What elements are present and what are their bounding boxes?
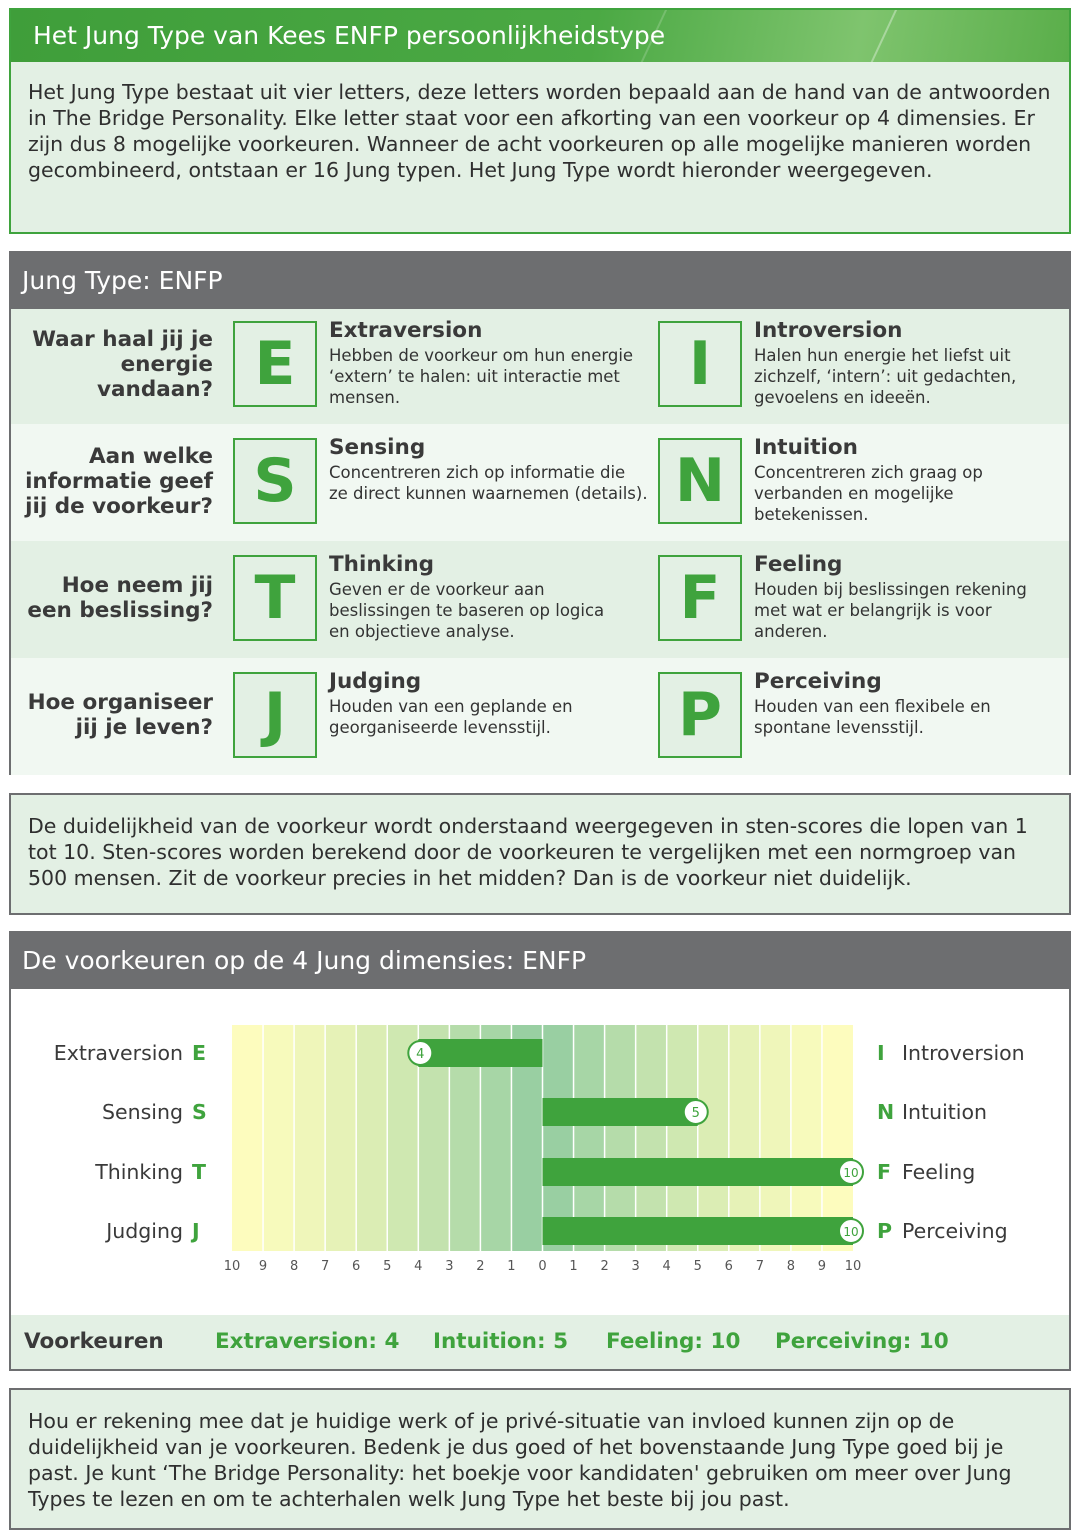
dimension-question: Hoe organiseer jij je leven? xyxy=(27,690,213,740)
preference-title: Perceiving xyxy=(754,669,882,694)
scale-band xyxy=(294,1025,325,1251)
x-tick-label: 10 xyxy=(223,1259,241,1274)
dimension-left-label: Judging xyxy=(106,1219,183,1243)
intro-text: Het Jung Type bestaat uit vier letters, deze letters worden bepaald aan de hand van de antwoorden in The Bridge Personality. Elke letter staat voor een afkorting van een voorkeur op 4 dimensies. Er zijn dus 8 mogelijke voorkeuren. Wanneer de acht voorkeuren op alle mogelijke manieren worden gecombineerd, ontstaan er 16 Jung typen. Het Jung Type wordt hieronder weergegeven. xyxy=(28,80,1051,182)
dimension-question: Aan welke informatie geef jij de voorkeur? xyxy=(25,444,213,519)
jung-type-title: Jung Type: ENFP xyxy=(11,253,1069,309)
preferences-panel xyxy=(9,931,1071,1371)
dimension-left-label: Thinking xyxy=(95,1160,183,1184)
x-tick-label: 4 xyxy=(414,1259,423,1274)
scale-band xyxy=(356,1025,387,1251)
dimension-question: Waar haal jij je energie vandaan? xyxy=(32,327,213,402)
preference-description: Concentreren zich op informatie die ze direct kunnen waarnemen (details). xyxy=(329,463,648,503)
dimension-right-label: Feeling xyxy=(902,1160,976,1184)
intro-title: Het Jung Type van Kees ENFP persoonlijkheidstype xyxy=(11,10,1069,62)
preference-letter: J xyxy=(233,672,317,758)
dimension-row xyxy=(11,307,1069,424)
dimension-question: Hoe neem jij een beslissing? xyxy=(27,573,213,623)
dimension-left-label: Sensing xyxy=(102,1100,183,1124)
dimension-row xyxy=(11,658,1069,775)
dimension-right-label: Perceiving xyxy=(902,1219,1008,1243)
x-tick-label: 0 xyxy=(538,1259,547,1274)
preference-description: Houden bij beslissingen rekening met wat er belangrijk is voor anderen. xyxy=(754,580,1027,641)
preference-letter: F xyxy=(658,555,742,641)
x-tick-label: 10 xyxy=(844,1259,862,1274)
preference-title: Judging xyxy=(329,669,422,694)
x-tick-label: 7 xyxy=(755,1259,764,1274)
x-tick-label: 6 xyxy=(352,1259,361,1274)
preference-description: Halen hun energie het liefst uit zichzelf, ‘intern’: uit gedachten, gevoelens en ideeën. xyxy=(754,346,1017,407)
preference-title: Thinking xyxy=(329,552,435,577)
x-tick-label: 8 xyxy=(289,1259,299,1274)
dimension-left-letter: T xyxy=(192,1160,206,1184)
sten-explanation-panel xyxy=(9,793,1071,915)
dimension-right-label: Introversion xyxy=(902,1041,1025,1065)
preference-description: Houden van een flexibele en spontane levensstijl. xyxy=(754,697,991,737)
summary-label: Voorkeuren xyxy=(24,1329,164,1354)
note-panel xyxy=(9,1388,1071,1530)
dimension-right-label: Intuition xyxy=(902,1100,988,1124)
summary-item: Perceiving: 10 xyxy=(775,1329,949,1354)
preference-title: Feeling xyxy=(754,552,843,577)
preference-bar xyxy=(543,1158,854,1186)
bar-value-label: 5 xyxy=(691,1106,700,1121)
dimension-right-letter: F xyxy=(877,1160,892,1184)
dimension-left-label: Extraversion xyxy=(53,1041,183,1065)
scale-band xyxy=(325,1025,356,1251)
x-tick-label: 3 xyxy=(631,1259,640,1274)
x-tick-label: 2 xyxy=(600,1259,609,1274)
scale-band xyxy=(232,1025,263,1251)
preference-description: Concentreren zich graag op verbanden en mogelijke betekenissen. xyxy=(754,463,983,524)
dimension-right-letter: I xyxy=(877,1041,885,1065)
x-tick-label: 5 xyxy=(383,1259,392,1274)
preference-letter: E xyxy=(233,321,317,407)
preference-bar xyxy=(543,1098,698,1126)
preference-title: Introversion xyxy=(754,318,903,343)
preference-title: Intuition xyxy=(754,435,858,460)
preference-bar xyxy=(418,1039,542,1067)
preferences-summary xyxy=(11,1315,1069,1369)
jung-type-panel xyxy=(9,251,1071,775)
x-tick-label: 1 xyxy=(569,1259,578,1274)
scale-band xyxy=(263,1025,294,1251)
x-tick-label: 3 xyxy=(445,1259,454,1274)
dimension-left-letter: S xyxy=(192,1100,207,1124)
bar-value-label: 10 xyxy=(843,1225,859,1239)
x-tick-label: 7 xyxy=(321,1259,330,1274)
x-tick-label: 4 xyxy=(662,1259,671,1274)
dimension-row xyxy=(11,424,1069,541)
preference-letter: S xyxy=(233,438,317,524)
x-tick-label: 9 xyxy=(258,1259,268,1274)
x-tick-label: 1 xyxy=(507,1259,516,1274)
x-tick-label: 5 xyxy=(693,1259,702,1274)
sten-explanation-text: De duidelijkheid van de voorkeur wordt onderstaand weergegeven in sten-scores die lopen van 1 tot 10. Sten-scores worden berekend door de voorkeuren te vergelijken met een normgroep van 500 mensen. Zit de voorkeur precies in het midden? Dan is de voorkeur niet duidelijk. xyxy=(28,814,1028,890)
x-tick-label: 6 xyxy=(724,1259,733,1274)
dimension-right-letter: N xyxy=(877,1100,895,1124)
dimension-left-letter: J xyxy=(192,1219,200,1243)
preference-title: Extraversion xyxy=(329,318,483,343)
preference-title: Sensing xyxy=(329,435,426,460)
x-tick-label: 2 xyxy=(476,1259,485,1274)
summary-item: Intuition: 5 xyxy=(433,1329,569,1354)
preference-letter: T xyxy=(233,555,317,641)
bar-value-label: 10 xyxy=(843,1166,859,1180)
bar-value-label: 4 xyxy=(416,1047,425,1062)
note-text: Hou er rekening mee dat je huidige werk of je privé-situatie van invloed kunnen zijn op de duidelijkheid van je voorkeuren. Bedenk je dus goed of het bovenstaande Jung Type goed bij je past. Je kunt ‘The Bridge Personality: het boekje voor kandidaten' gebruiken om meer over Jung Types te lezen en om te achterhalen welk Jung Type het beste bij jou past. xyxy=(28,1409,1012,1511)
preference-description: Houden van een geplande en georganiseerde levensstijl. xyxy=(329,697,573,737)
dimension-left-letter: E xyxy=(192,1041,207,1065)
x-tick-label: 8 xyxy=(786,1259,796,1274)
preference-letter: N xyxy=(658,438,742,524)
preference-bar xyxy=(543,1217,854,1245)
x-tick-label: 9 xyxy=(817,1259,827,1274)
summary-item: Extraversion: 4 xyxy=(215,1329,400,1354)
dimension-row xyxy=(11,541,1069,658)
preferences-title: De voorkeuren op de 4 Jung dimensies: ENFP xyxy=(11,933,1069,989)
summary-item: Feeling: 10 xyxy=(606,1329,741,1354)
dimension-right-letter: P xyxy=(877,1219,893,1243)
intro-panel xyxy=(9,8,1071,234)
preferences-chart xyxy=(11,989,1069,1315)
preference-letter: P xyxy=(658,672,742,758)
preference-letter: I xyxy=(658,321,742,407)
preference-description: Geven er de voorkeur aan beslissingen te baseren op logica en objectieve analyse. xyxy=(329,580,605,641)
preference-description: Hebben de voorkeur om hun energie ‘extern’ te halen: uit interactie met mensen. xyxy=(329,346,634,407)
